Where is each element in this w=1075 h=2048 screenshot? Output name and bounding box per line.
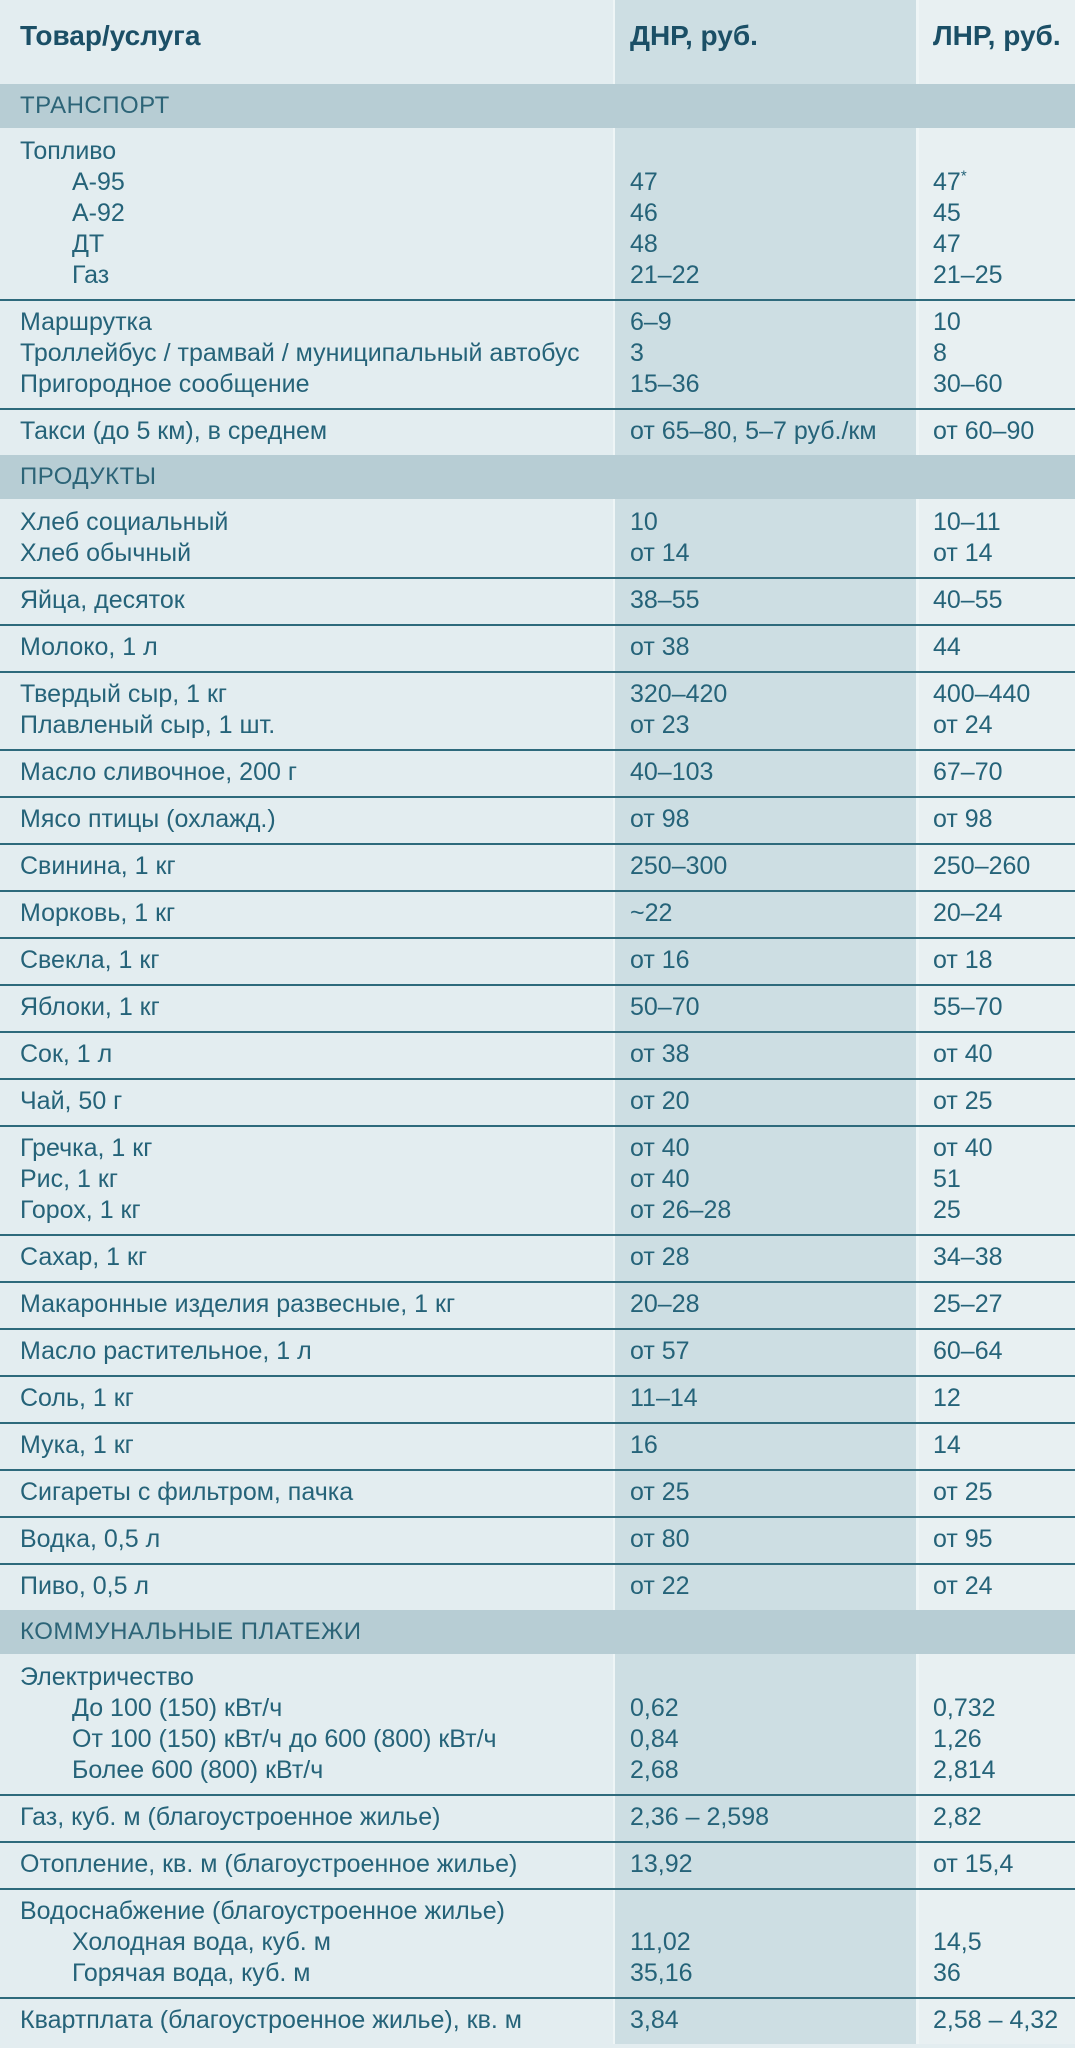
dnr-value: 16 xyxy=(630,1431,658,1459)
row-label: Газ xyxy=(72,261,110,289)
dnr-column xyxy=(613,843,916,890)
table-row-group xyxy=(0,937,1075,984)
table-row-group xyxy=(0,1281,1075,1328)
label-column xyxy=(0,1234,613,1281)
footnote-asterisk: * xyxy=(960,167,967,185)
dnr-value xyxy=(630,1896,916,1927)
table-row-group xyxy=(0,299,1075,408)
dnr-value: 2,36 – 2,598 xyxy=(630,1803,770,1831)
lnr-value: 21–25 xyxy=(933,261,1003,289)
row-label: Хлеб обычный xyxy=(20,539,192,567)
lnr-column xyxy=(916,1563,1075,1610)
lnr-value xyxy=(933,136,1075,167)
lnr-column xyxy=(916,1469,1075,1516)
table-row-group xyxy=(0,1654,1075,1794)
row-label: Мука, 1 кг xyxy=(20,1431,134,1459)
lnr-column xyxy=(916,408,1075,455)
label-column xyxy=(0,1563,613,1610)
table-row-group xyxy=(0,1234,1075,1281)
row-label: Чай, 50 г xyxy=(20,1087,123,1115)
table-row-group xyxy=(0,984,1075,1031)
lnr-value: 2,58 – 4,32 xyxy=(933,2006,1059,2034)
table-row-group xyxy=(0,796,1075,843)
dnr-value: 20–28 xyxy=(630,1290,700,1318)
dnr-value: 40–103 xyxy=(630,758,714,786)
table-row-group xyxy=(0,128,1075,299)
lnr-value xyxy=(933,1662,1075,1693)
row-label: Твердый сыр, 1 кг xyxy=(20,680,228,708)
dnr-column xyxy=(613,1469,916,1516)
dnr-value: от 38 xyxy=(630,1040,690,1068)
label-column xyxy=(0,299,613,408)
lnr-column xyxy=(916,749,1075,796)
lnr-value: 25 xyxy=(933,1196,961,1224)
lnr-value: 60–64 xyxy=(933,1337,1003,1365)
dnr-value: от 22 xyxy=(630,1572,690,1600)
row-label: Пригородное сообщение xyxy=(20,370,310,398)
lnr-column xyxy=(916,1516,1075,1563)
lnr-column xyxy=(916,1328,1075,1375)
label-column xyxy=(0,843,613,890)
lnr-column xyxy=(916,1794,1075,1841)
dnr-value: 15–36 xyxy=(630,370,700,398)
dnr-value xyxy=(630,136,916,167)
dnr-column xyxy=(613,1888,916,1997)
lnr-value: 2,82 xyxy=(933,1803,982,1831)
dnr-column xyxy=(613,299,916,408)
lnr-value: 51 xyxy=(933,1165,961,1193)
lnr-value: от 18 xyxy=(933,946,993,974)
dnr-value xyxy=(630,1662,916,1693)
label-column xyxy=(0,1841,613,1888)
dnr-column xyxy=(613,408,916,455)
lnr-column xyxy=(916,1841,1075,1888)
lnr-value: от 14 xyxy=(933,539,993,567)
dnr-value: 10 xyxy=(630,508,658,536)
row-label: ДТ xyxy=(72,230,105,258)
table-row-group xyxy=(0,499,1075,577)
lnr-column xyxy=(916,128,1075,299)
dnr-value: 250–300 xyxy=(630,852,728,880)
dnr-column xyxy=(613,937,916,984)
table-row-group xyxy=(0,843,1075,890)
lnr-column xyxy=(916,1031,1075,1078)
lnr-value: 14 xyxy=(933,1431,961,1459)
label-column xyxy=(0,1328,613,1375)
dnr-value: 38–55 xyxy=(630,586,700,614)
dnr-column xyxy=(613,624,916,671)
dnr-value: 11–14 xyxy=(630,1384,698,1412)
label-column xyxy=(0,128,613,299)
row-label: До 100 (150) кВт/ч xyxy=(72,1694,283,1722)
lnr-value: 14,5 xyxy=(933,1928,982,1956)
lnr-column xyxy=(916,984,1075,1031)
dnr-value: 11,02 xyxy=(630,1928,691,1956)
dnr-column xyxy=(613,1841,916,1888)
table-row-group xyxy=(0,1422,1075,1469)
row-label: Молоко, 1 л xyxy=(20,633,158,661)
dnr-value: 47 xyxy=(630,168,658,196)
dnr-value: от 23 xyxy=(630,711,690,739)
row-label: Свекла, 1 кг xyxy=(20,946,160,974)
row-label: Горячая вода, куб. м xyxy=(72,1959,311,1987)
row-label: Маршрутка xyxy=(20,308,152,336)
lnr-value: 36 xyxy=(933,1959,961,1987)
lnr-value xyxy=(933,1896,1075,1927)
label-column xyxy=(0,984,613,1031)
dnr-value: от 40 xyxy=(630,1134,690,1162)
dnr-value: от 28 xyxy=(630,1243,690,1271)
dnr-value: 320–420 xyxy=(630,680,728,708)
lnr-value: 40–55 xyxy=(933,586,1003,614)
section-header: КОММУНАЛЬНЫЕ ПЛАТЕЖИ xyxy=(0,1610,1075,1654)
dnr-value: 48 xyxy=(630,230,658,258)
dnr-value: от 14 xyxy=(630,539,690,567)
dnr-column xyxy=(613,577,916,624)
lnr-value: 67–70 xyxy=(933,758,1003,786)
lnr-value: от 24 xyxy=(933,711,993,739)
lnr-value: от 24 xyxy=(933,1572,993,1600)
dnr-value: от 65–80, 5–7 руб./км xyxy=(630,417,877,445)
row-label: Более 600 (800) кВт/ч xyxy=(72,1756,324,1784)
dnr-value: 21–22 xyxy=(630,261,700,289)
dnr-value: 3 xyxy=(630,339,644,367)
table-row-group xyxy=(0,1031,1075,1078)
label-column xyxy=(0,1375,613,1422)
row-label: Соль, 1 кг xyxy=(20,1384,134,1412)
label-column xyxy=(0,671,613,749)
label-column xyxy=(0,1997,613,2044)
lnr-value: 10 xyxy=(933,308,961,336)
dnr-column xyxy=(613,796,916,843)
dnr-column xyxy=(613,499,916,577)
label-column xyxy=(0,1469,613,1516)
lnr-column xyxy=(916,299,1075,408)
lnr-column xyxy=(916,671,1075,749)
table-row-group xyxy=(0,1888,1075,1997)
row-label: Электричество xyxy=(20,1663,194,1691)
label-column xyxy=(0,624,613,671)
lnr-value: от 95 xyxy=(933,1525,993,1553)
dnr-column xyxy=(613,1078,916,1125)
dnr-column xyxy=(613,984,916,1031)
lnr-column xyxy=(916,1281,1075,1328)
lnr-value: от 60–90 xyxy=(933,417,1035,445)
column-header-lnr: ЛНР, руб. xyxy=(916,0,1075,84)
lnr-value: 250–260 xyxy=(933,852,1031,880)
lnr-column xyxy=(916,499,1075,577)
lnr-value: 34–38 xyxy=(933,1243,1003,1271)
lnr-value: 10–11 xyxy=(933,508,1001,536)
lnr-value: 2,814 xyxy=(933,1756,996,1784)
lnr-column xyxy=(916,624,1075,671)
row-label: Троллейбус / трамвай / муниципальный автобус xyxy=(20,339,580,367)
lnr-value: 8 xyxy=(933,339,947,367)
lnr-column xyxy=(916,843,1075,890)
lnr-value: 20–24 xyxy=(933,899,1003,927)
lnr-value: от 40 xyxy=(933,1134,993,1162)
dnr-value: от 80 xyxy=(630,1525,690,1553)
dnr-value: 35,16 xyxy=(630,1959,693,1987)
lnr-value: 45 xyxy=(933,199,961,227)
label-column xyxy=(0,1422,613,1469)
dnr-column xyxy=(613,1375,916,1422)
row-label: Холодная вода, куб. м xyxy=(72,1928,331,1956)
row-label: Сок, 1 л xyxy=(20,1040,113,1068)
dnr-value: 2,68 xyxy=(630,1756,679,1784)
dnr-value: 50–70 xyxy=(630,993,700,1021)
label-column xyxy=(0,1281,613,1328)
row-label: Пиво, 0,5 л xyxy=(20,1572,150,1600)
dnr-column xyxy=(613,671,916,749)
dnr-value: ~22 xyxy=(630,899,673,927)
lnr-column xyxy=(916,577,1075,624)
row-label: Мясо птицы (охлажд.) xyxy=(20,805,276,833)
dnr-column xyxy=(613,1422,916,1469)
row-label: Яйца, десяток xyxy=(20,586,185,614)
lnr-value: от 25 xyxy=(933,1478,993,1506)
table-row-group xyxy=(0,671,1075,749)
lnr-value: от 40 xyxy=(933,1040,993,1068)
label-column xyxy=(0,1125,613,1234)
table-row-group xyxy=(0,577,1075,624)
section-header: ПРОДУКТЫ xyxy=(0,455,1075,499)
dnr-value: от 98 xyxy=(630,805,690,833)
label-column xyxy=(0,749,613,796)
column-header-goods: Товар/услуга xyxy=(20,20,201,51)
dnr-value: от 20 xyxy=(630,1087,690,1115)
dnr-value: 0,62 xyxy=(630,1694,679,1722)
dnr-column xyxy=(613,1031,916,1078)
label-column xyxy=(0,499,613,577)
dnr-value: от 25 xyxy=(630,1478,690,1506)
lnr-column xyxy=(916,1422,1075,1469)
row-label: Яблоки, 1 кг xyxy=(20,993,160,1021)
dnr-column xyxy=(613,1563,916,1610)
row-label: Квартплата (благоустроенное жилье), кв. м xyxy=(20,2006,522,2034)
label-column xyxy=(0,1794,613,1841)
row-label: Водка, 0,5 л xyxy=(20,1525,161,1553)
table-body xyxy=(0,84,1075,2044)
lnr-column xyxy=(916,1078,1075,1125)
lnr-column xyxy=(916,1234,1075,1281)
label-column xyxy=(0,1078,613,1125)
dnr-column xyxy=(613,1234,916,1281)
lnr-column xyxy=(916,796,1075,843)
lnr-column xyxy=(916,1375,1075,1422)
label-column xyxy=(0,1654,613,1794)
label-column xyxy=(0,1031,613,1078)
row-label: Макаронные изделия развесные, 1 кг xyxy=(20,1290,456,1318)
table-row-group xyxy=(0,1841,1075,1888)
dnr-column xyxy=(613,1328,916,1375)
table-row-group xyxy=(0,749,1075,796)
dnr-column xyxy=(613,128,916,299)
dnr-column xyxy=(613,1654,916,1794)
table-row-group xyxy=(0,1125,1075,1234)
table-row-group xyxy=(0,1516,1075,1563)
row-label: Гречка, 1 кг xyxy=(20,1134,153,1162)
lnr-column xyxy=(916,937,1075,984)
dnr-value: от 38 xyxy=(630,633,690,661)
column-header-dnr: ДНР, руб. xyxy=(613,0,916,84)
dnr-column xyxy=(613,1516,916,1563)
table-row-group xyxy=(0,1375,1075,1422)
dnr-value: 6–9 xyxy=(630,308,672,336)
label-column xyxy=(0,577,613,624)
dnr-column xyxy=(613,890,916,937)
row-label: А-92 xyxy=(72,199,125,227)
lnr-value: 47 xyxy=(933,230,961,258)
row-label: А-95 xyxy=(72,168,125,196)
table-row-group xyxy=(0,1794,1075,1841)
label-column xyxy=(0,1888,613,1997)
lnr-value: 55–70 xyxy=(933,993,1003,1021)
dnr-value: 0,84 xyxy=(630,1725,679,1753)
section-header: ТРАНСПОРТ xyxy=(0,84,1075,128)
row-label: Морковь, 1 кг xyxy=(20,899,176,927)
row-label: Свинина, 1 кг xyxy=(20,852,176,880)
lnr-value: от 98 xyxy=(933,805,993,833)
lnr-column xyxy=(916,1125,1075,1234)
label-column xyxy=(0,408,613,455)
lnr-value: 44 xyxy=(933,633,961,661)
label-column xyxy=(0,890,613,937)
dnr-value: от 26–28 xyxy=(630,1196,732,1224)
dnr-column xyxy=(613,749,916,796)
table-header xyxy=(0,0,1075,84)
lnr-column xyxy=(916,1997,1075,2044)
row-label: От 100 (150) кВт/ч до 600 (800) кВт/ч xyxy=(72,1725,497,1753)
row-label: Горох, 1 кг xyxy=(20,1196,141,1224)
table-row-group xyxy=(0,1997,1075,2044)
dnr-column xyxy=(613,1281,916,1328)
lnr-value: 400–440 xyxy=(933,680,1031,708)
lnr-column xyxy=(916,1888,1075,1997)
row-label: Отопление, кв. м (благоустроенное жилье) xyxy=(20,1850,518,1878)
dnr-column xyxy=(613,1125,916,1234)
table-row-group xyxy=(0,408,1075,455)
lnr-value: от 15,4 xyxy=(933,1850,1014,1878)
lnr-value: 25–27 xyxy=(933,1290,1003,1318)
label-column xyxy=(0,937,613,984)
row-label: Рис, 1 кг xyxy=(20,1165,118,1193)
dnr-value: от 16 xyxy=(630,946,690,974)
dnr-value: от 57 xyxy=(630,1337,690,1365)
dnr-column xyxy=(613,1794,916,1841)
lnr-value: 1,26 xyxy=(933,1725,982,1753)
label-column xyxy=(0,1516,613,1563)
label-column xyxy=(0,796,613,843)
lnr-value: 30–60 xyxy=(933,370,1003,398)
lnr-column xyxy=(916,1654,1075,1794)
dnr-value: 13,92 xyxy=(630,1850,693,1878)
row-label: Масло растительное, 1 л xyxy=(20,1337,312,1365)
lnr-value: 0,732 xyxy=(933,1694,996,1722)
row-label: Водоснабжение (благоустроенное жилье) xyxy=(20,1897,505,1925)
row-label: Сигареты с фильтром, пачка xyxy=(20,1478,354,1506)
lnr-column xyxy=(916,890,1075,937)
row-label: Топливо xyxy=(20,137,117,165)
row-label: Масло сливочное, 200 г xyxy=(20,758,297,786)
lnr-value: 12 xyxy=(933,1384,961,1412)
table-row-group xyxy=(0,1328,1075,1375)
table-row-group xyxy=(0,890,1075,937)
lnr-value: 47* xyxy=(933,167,967,196)
dnr-value: от 40 xyxy=(630,1165,690,1193)
row-label: Плавленый сыр, 1 шт. xyxy=(20,711,276,739)
dnr-column xyxy=(613,1997,916,2044)
table-row-group xyxy=(0,624,1075,671)
table-row-group xyxy=(0,1563,1075,1610)
row-label: Сахар, 1 кг xyxy=(20,1243,148,1271)
table-row-group xyxy=(0,1469,1075,1516)
dnr-value: 46 xyxy=(630,199,658,227)
row-label: Хлеб социальный xyxy=(20,508,229,536)
dnr-value: 3,84 xyxy=(630,2006,679,2034)
table-row-group xyxy=(0,1078,1075,1125)
row-label: Такси (до 5 км), в среднем xyxy=(20,417,328,445)
row-label: Газ, куб. м (благоустроенное жилье) xyxy=(20,1803,441,1831)
lnr-value: от 25 xyxy=(933,1087,993,1115)
